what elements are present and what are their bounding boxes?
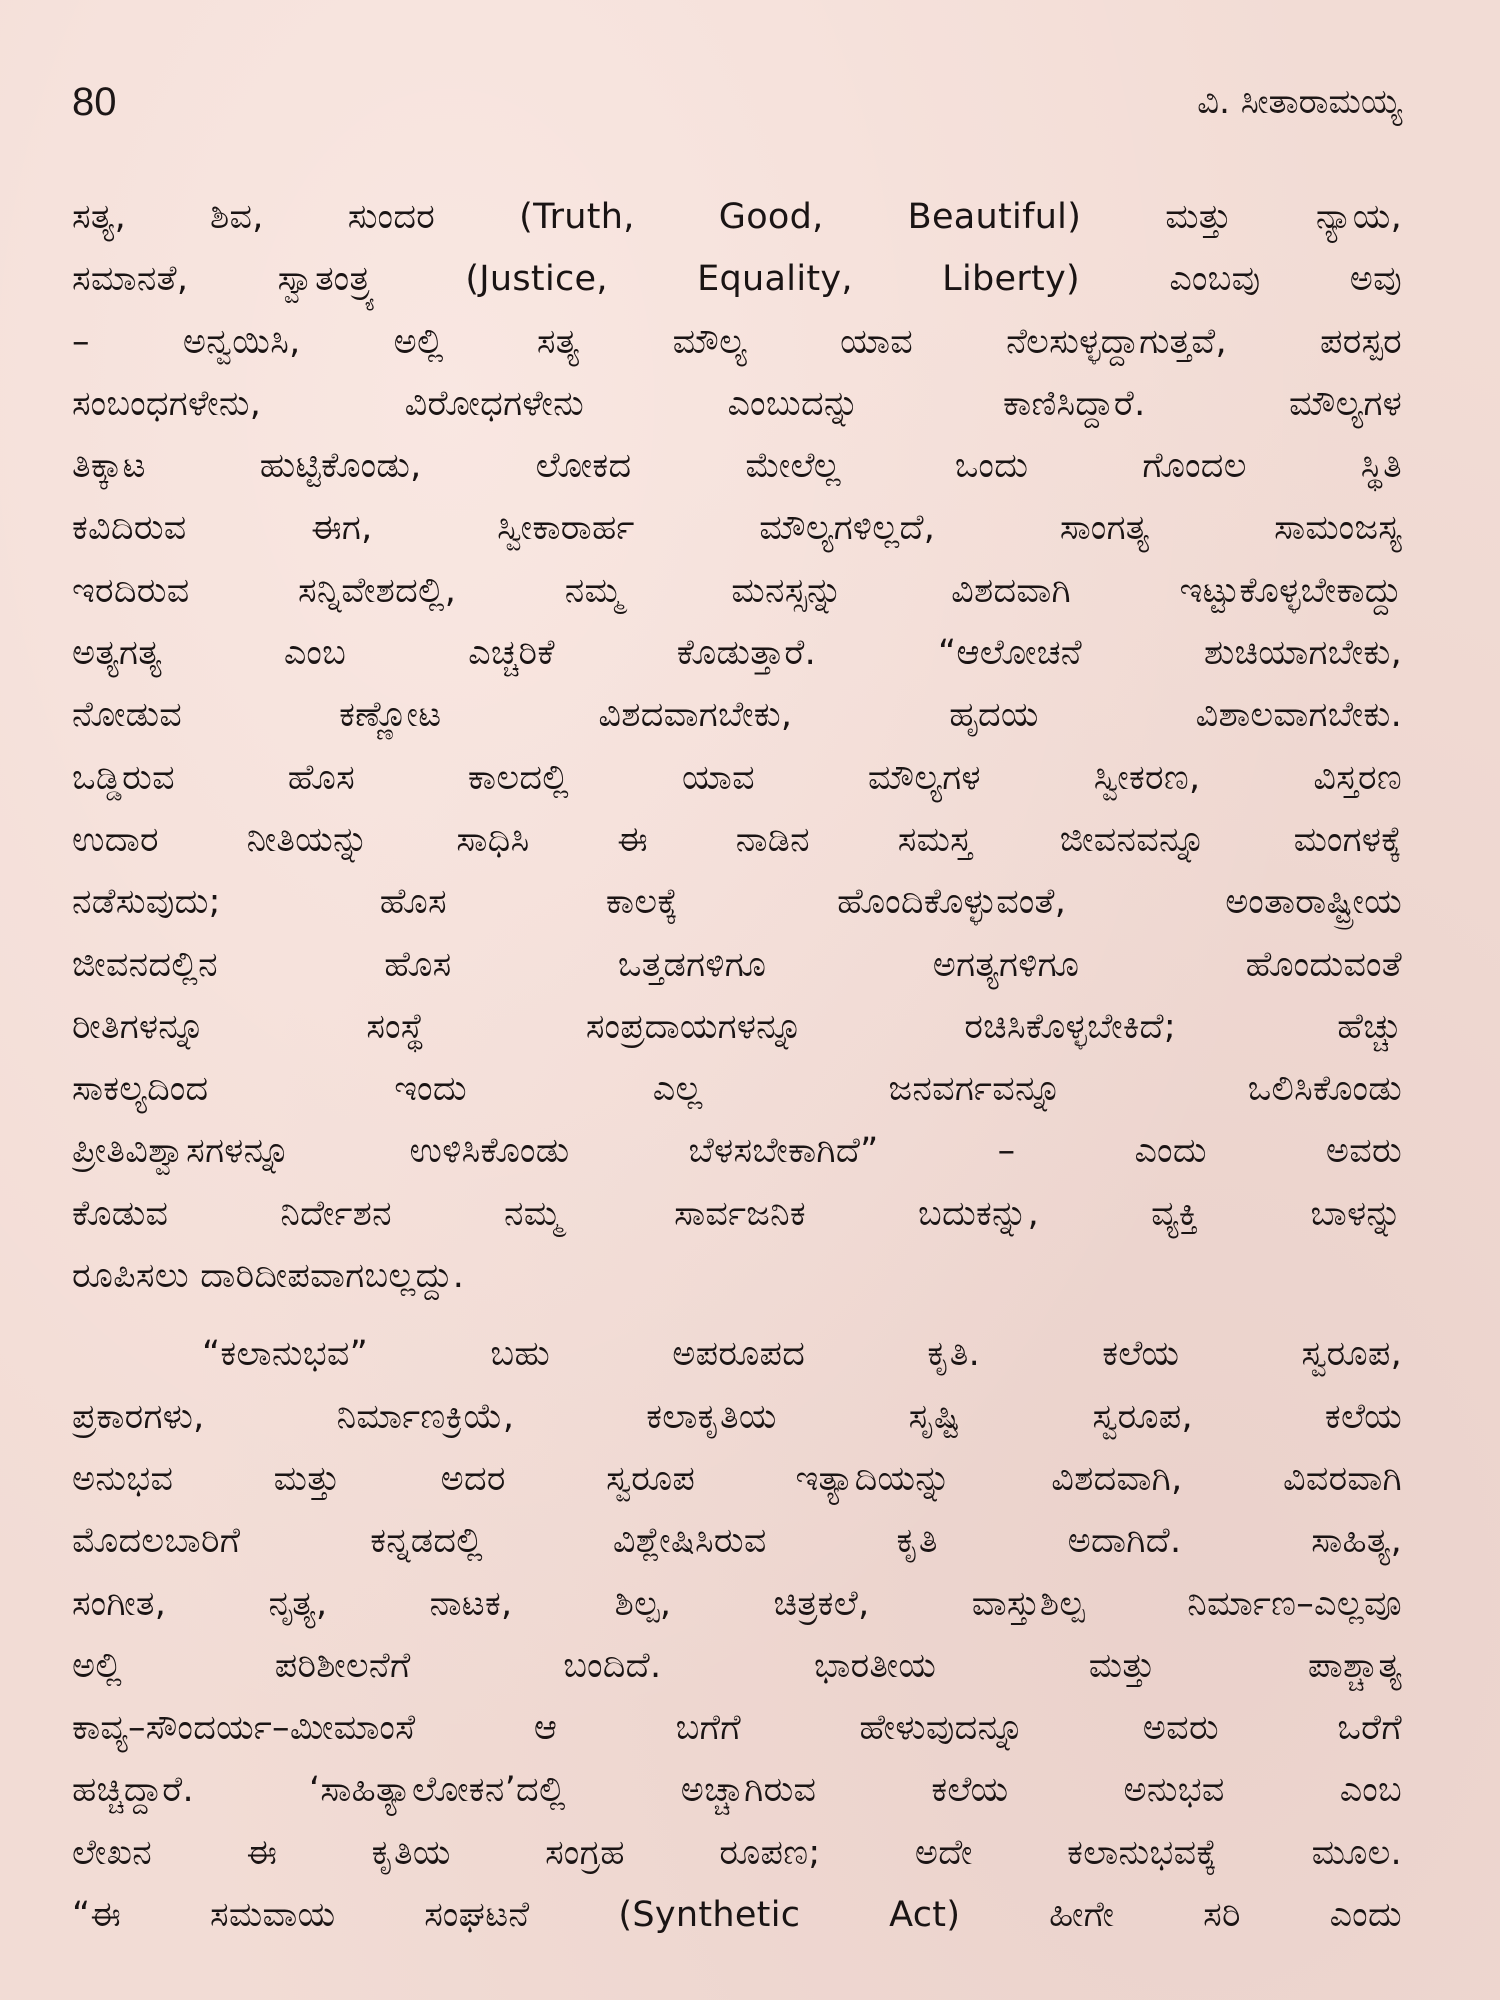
text-line: ಅನುಭವ ಮತ್ತು ಅದರ ಸ್ವರೂಪ ಇತ್ಯಾದಿಯನ್ನು ವಿಶದವಾಗಿ, ವಿವರವಾಗಿ [72, 1458, 1402, 1499]
text-line: ರೀತಿಗಳನ್ನೂ ಸಂಸ್ಥೆ ಸಂಪ್ರದಾಯಗಳನ್ನೂ ರಚಿಸಿಕೊಳ್ಳಬೇಕಿದೆ; ಹೆಚ್ಚು [72, 1006, 1402, 1047]
text-line: ಉದಾರ ನೀತಿಯನ್ನು ಸಾಧಿಸಿ ಈ ನಾಡಿನ ಸಮಸ್ತ ಜೀವನವನ್ನೂ ಮಂಗಳಕ್ಕೆ [72, 819, 1402, 860]
text-line: ಒಡ್ಡಿರುವ ಹೊಸ ಕಾಲದಲ್ಲಿ ಯಾವ ಮೌಲ್ಯಗಳ ಸ್ವೀಕರಣ, ವಿಸ್ತರಣ [72, 757, 1402, 798]
text-line: ಜೀವನದಲ್ಲಿನ ಹೊಸ ಒತ್ತಡಗಳಿಗೂ ಅಗತ್ಯಗಳಿಗೂ ಹೊಂದುವಂತೆ [72, 944, 1402, 985]
text-line: ಅತ್ಯಗತ್ಯ ಎಂಬ ಎಚ್ಚರಿಕೆ ಕೊಡುತ್ತಾರೆ. “ಆಲೋಚನೆ ಶುಚಿಯಾಗಬೇಕು, [72, 633, 1402, 674]
text-line: ಪ್ರಕಾರಗಳು, ನಿರ್ಮಾಣಕ್ರಿಯೆ, ಕಲಾಕೃತಿಯ ಸೃಷ್ಟಿ ಸ್ವರೂಪ, ಕಲೆಯ [72, 1396, 1402, 1437]
text-line: ಕಾವ್ಯ–ಸೌಂದರ್ಯ–ಮೀಮಾಂಸೆ ಆ ಬಗೆಗೆ ಹೇಳುವುದನ್ನೂ ಅವರು ಒರೆಗೆ [72, 1708, 1402, 1749]
text-line: ತಿಕ್ಕಾಟ ಹುಟ್ಟಿಕೊಂಡು, ಲೋಕದ ಮೇಲೆಲ್ಲ ಒಂದು ಗೊಂದಲ ಸ್ಥಿತಿ [72, 446, 1402, 487]
body-text [72, 186, 1402, 1946]
page-number: 80 [72, 80, 117, 124]
text-line: ಪ್ರೀತಿವಿಶ್ವಾಸಗಳನ್ನೂ ಉಳಿಸಿಕೊಂಡು ಬೆಳಸಬೇಕಾಗಿದೆ” – ಎಂದು ಅವರು [72, 1131, 1402, 1172]
text-line: “ಕಲಾನುಭವ” ಬಹು ಅಪರೂಪದ ಕೃತಿ. ಕಲೆಯ ಸ್ವರೂಪ, [202, 1334, 1402, 1375]
paragraph-2 [72, 1323, 1402, 1946]
paragraph-1 [72, 186, 1402, 1307]
text-line: ಲೇಖನ ಈ ಕೃತಿಯ ಸಂಗ್ರಹ ರೂಪಣ; ಅದೇ ಕಲಾನುಭವಕ್ಕೆ ಮೂಲ. [72, 1832, 1402, 1873]
text-line: ಸಾಕಲ್ಯದಿಂದ ಇಂದು ಎಲ್ಲ ಜನವರ್ಗವನ್ನೂ ಒಲಿಸಿಕೊಂಡು [72, 1069, 1402, 1110]
text-line: ಸತ್ಯ, ಶಿವ, ಸುಂದರ (Truth, Good, Beautiful) ಮತ್ತು ನ್ಯಾಯ, [72, 197, 1402, 237]
text-line: ಮೊದಲಬಾರಿಗೆ ಕನ್ನಡದಲ್ಲಿ ವಿಶ್ಲೇಷಿಸಿರುವ ಕೃತಿ ಅದಾಗಿದೆ. ಸಾಹಿತ್ಯ, [72, 1521, 1402, 1562]
text-line: – ಅನ್ವಯಿಸಿ, ಅಲ್ಲಿ ಸತ್ಯ ಮೌಲ್ಯ ಯಾವ ನೆಲಸುಳ್ಳದ್ದಾಗುತ್ತವೆ, ಪರಸ್ಪರ [72, 321, 1402, 362]
text-line: ಹಚ್ಚಿದ್ದಾರೆ. ‘ಸಾಹಿತ್ಯಾಲೋಕನ’ದಲ್ಲಿ ಅಚ್ಚಾಗಿರುವ ಕಲೆಯ ಅನುಭವ ಎಂಬ [72, 1770, 1402, 1811]
text-line: ಸಂಬಂಧಗಳೇನು, ವಿರೋಧಗಳೇನು ಎಂಬುದನ್ನು ಕಾಣಿಸಿದ್ದಾರೆ. ಮೌಲ್ಯಗಳ [72, 383, 1402, 424]
text-line: ರೂಪಿಸಲು ದಾರಿದೀಪವಾಗಬಲ್ಲದ್ದು. [72, 1256, 465, 1297]
text-line: ನೋಡುವ ಕಣ್ಣೋಟ ವಿಶದವಾಗಬೇಕು, ಹೃದಯ ವಿಶಾಲವಾಗಬೇಕು. [72, 695, 1402, 736]
running-head-author: ವಿ. ಸೀತಾರಾಮಯ್ಯ [1197, 82, 1402, 122]
text-line: ನಡೆಸುವುದು; ಹೊಸ ಕಾಲಕ್ಕೆ ಹೊಂದಿಕೊಳ್ಳುವಂತೆ, ಅಂತಾರಾಷ್ಟ್ರೀಯ [72, 882, 1402, 923]
text-line: ಕೊಡುವ ನಿರ್ದೇಶನ ನಮ್ಮ ಸಾರ್ವಜನಿಕ ಬದುಕನ್ನು, ವ್ಯಕ್ತಿ ಬಾಳನ್ನು [72, 1193, 1402, 1234]
text-line: “ಈ ಸಮವಾಯ ಸಂಘಟನೆ (Synthetic Act) ಹೀಗೇ ಸರಿ ಎಂದು [72, 1895, 1402, 1936]
page-header [72, 72, 1402, 132]
text-line: ಇರದಿರುವ ಸನ್ನಿವೇಶದಲ್ಲಿ, ನಮ್ಮ ಮನಸ್ಸನ್ನು ವಿಶದವಾಗಿ ಇಟ್ಟುಕೊಳ್ಳಬೇಕಾದ್ದು [72, 570, 1402, 611]
text-line: ಸಂಗೀತ, ನೃತ್ಯ, ನಾಟಕ, ಶಿಲ್ಪ, ಚಿತ್ರಕಲೆ, ವಾಸ್ತುಶಿಲ್ಪ ನಿರ್ಮಾಣ–ಎಲ್ಲವೂ [72, 1583, 1402, 1624]
text-line: ಸಮಾನತೆ, ಸ್ವಾತಂತ್ರ್ಯ (Justice, Equality, Liberty) ಎಂಬವು ಅವು [72, 259, 1402, 300]
text-line: ಅಲ್ಲಿ ಪರಿಶೀಲನೆಗೆ ಬಂದಿದೆ. ಭಾರತೀಯ ಮತ್ತು ಪಾಶ್ಚಾತ್ಯ [72, 1645, 1402, 1686]
text-line: ಕವಿದಿರುವ ಈಗ, ಸ್ವೀಕಾರಾರ್ಹ ಮೌಲ್ಯಗಳಿಲ್ಲದೆ, ಸಾಂಗತ್ಯ ಸಾಮಂಜಸ್ಯ [72, 508, 1402, 549]
